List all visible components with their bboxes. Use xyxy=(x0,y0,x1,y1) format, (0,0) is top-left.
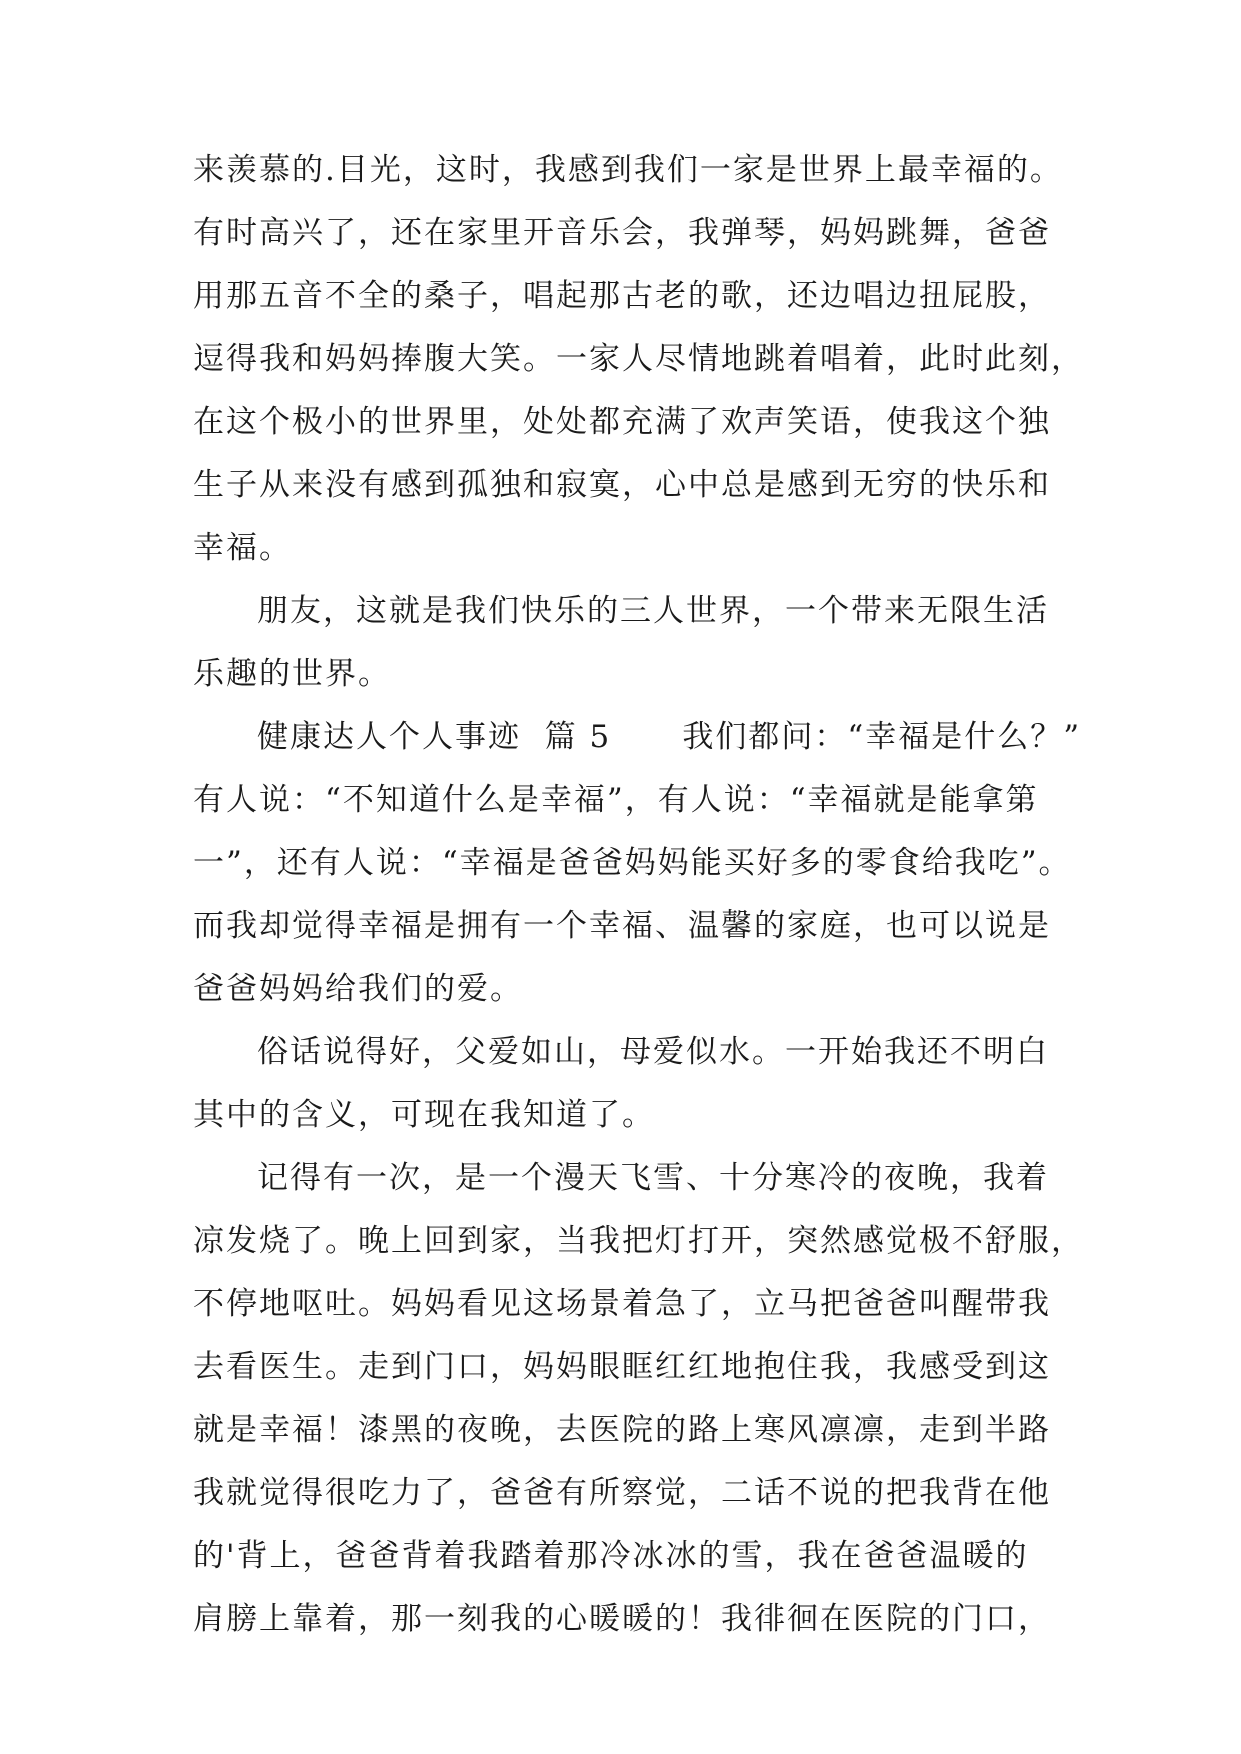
text-line: 俗话说得好，父爱如山，母爱似水。一开始我还不明白 xyxy=(257,1034,1049,1070)
text-line: 逗得我和妈妈捧腹大笑。一家人尽情地跳着唱着，此时此刻， xyxy=(193,341,1084,377)
text-line: 爸爸妈妈给我们的爱。 xyxy=(193,971,523,1007)
text-line: 幸福。 xyxy=(193,530,292,566)
text-line: 就是幸福！漆黑的夜晚，去医院的路上寒风凛凛，走到半路 xyxy=(193,1412,1051,1448)
text-line: 乐趣的世界。 xyxy=(193,656,391,692)
text-line: 不停地呕吐。妈妈看见这场景着急了，立马把爸爸叫醒带我 xyxy=(193,1286,1051,1322)
text-line: 我就觉得很吃力了，爸爸有所察觉，二话不说的把我背在他 xyxy=(193,1475,1051,1511)
section-heading-line: 健康达人个人事迹 篇 5 我们都问：“幸福是什么？” xyxy=(257,719,1082,755)
text-line: 而我却觉得幸福是拥有一个幸福、温馨的家庭，也可以说是 xyxy=(193,908,1051,944)
text-line: 的'背上，爸爸背着我踏着那冷冰冰的雪，我在爸爸温暖的 xyxy=(193,1538,1029,1574)
text-line: 用那五音不全的桑子，唱起那古老的歌，还边唱边扭屁股， xyxy=(193,278,1051,314)
text-line: 生子从来没有感到孤独和寂寞，心中总是感到无穷的快乐和 xyxy=(193,467,1051,503)
text-line: 一”，还有人说：“幸福是爸爸妈妈能买好多的零食给我吃”。 xyxy=(193,845,1072,881)
text-line: 其中的含义，可现在我知道了。 xyxy=(193,1097,655,1133)
text-line: 记得有一次，是一个漫天飞雪、十分寒冷的夜晚，我着 xyxy=(257,1160,1049,1196)
text-line: 有时高兴了，还在家里开音乐会，我弹琴，妈妈跳舞，爸爸 xyxy=(193,215,1051,251)
text-line: 在这个极小的世界里，处处都充满了欢声笑语，使我这个独 xyxy=(193,404,1051,440)
text-line: 来羡慕的.目光，这时，我感到我们一家是世界上最幸福的。 xyxy=(193,152,1063,188)
text-line: 有人说：“不知道什么是幸福”，有人说：“幸福就是能拿第 xyxy=(193,782,1039,818)
text-line: 朋友，这就是我们快乐的三人世界，一个带来无限生活 xyxy=(257,593,1049,629)
text-line: 肩膀上靠着，那一刻我的心暖暖的！我徘徊在医院的门口， xyxy=(193,1601,1051,1637)
text-line: 凉发烧了。晚上回到家，当我把灯打开，突然感觉极不舒服， xyxy=(193,1223,1084,1259)
text-line: 去看医生。走到门口，妈妈眼眶红红地抱住我，我感受到这 xyxy=(193,1349,1051,1385)
